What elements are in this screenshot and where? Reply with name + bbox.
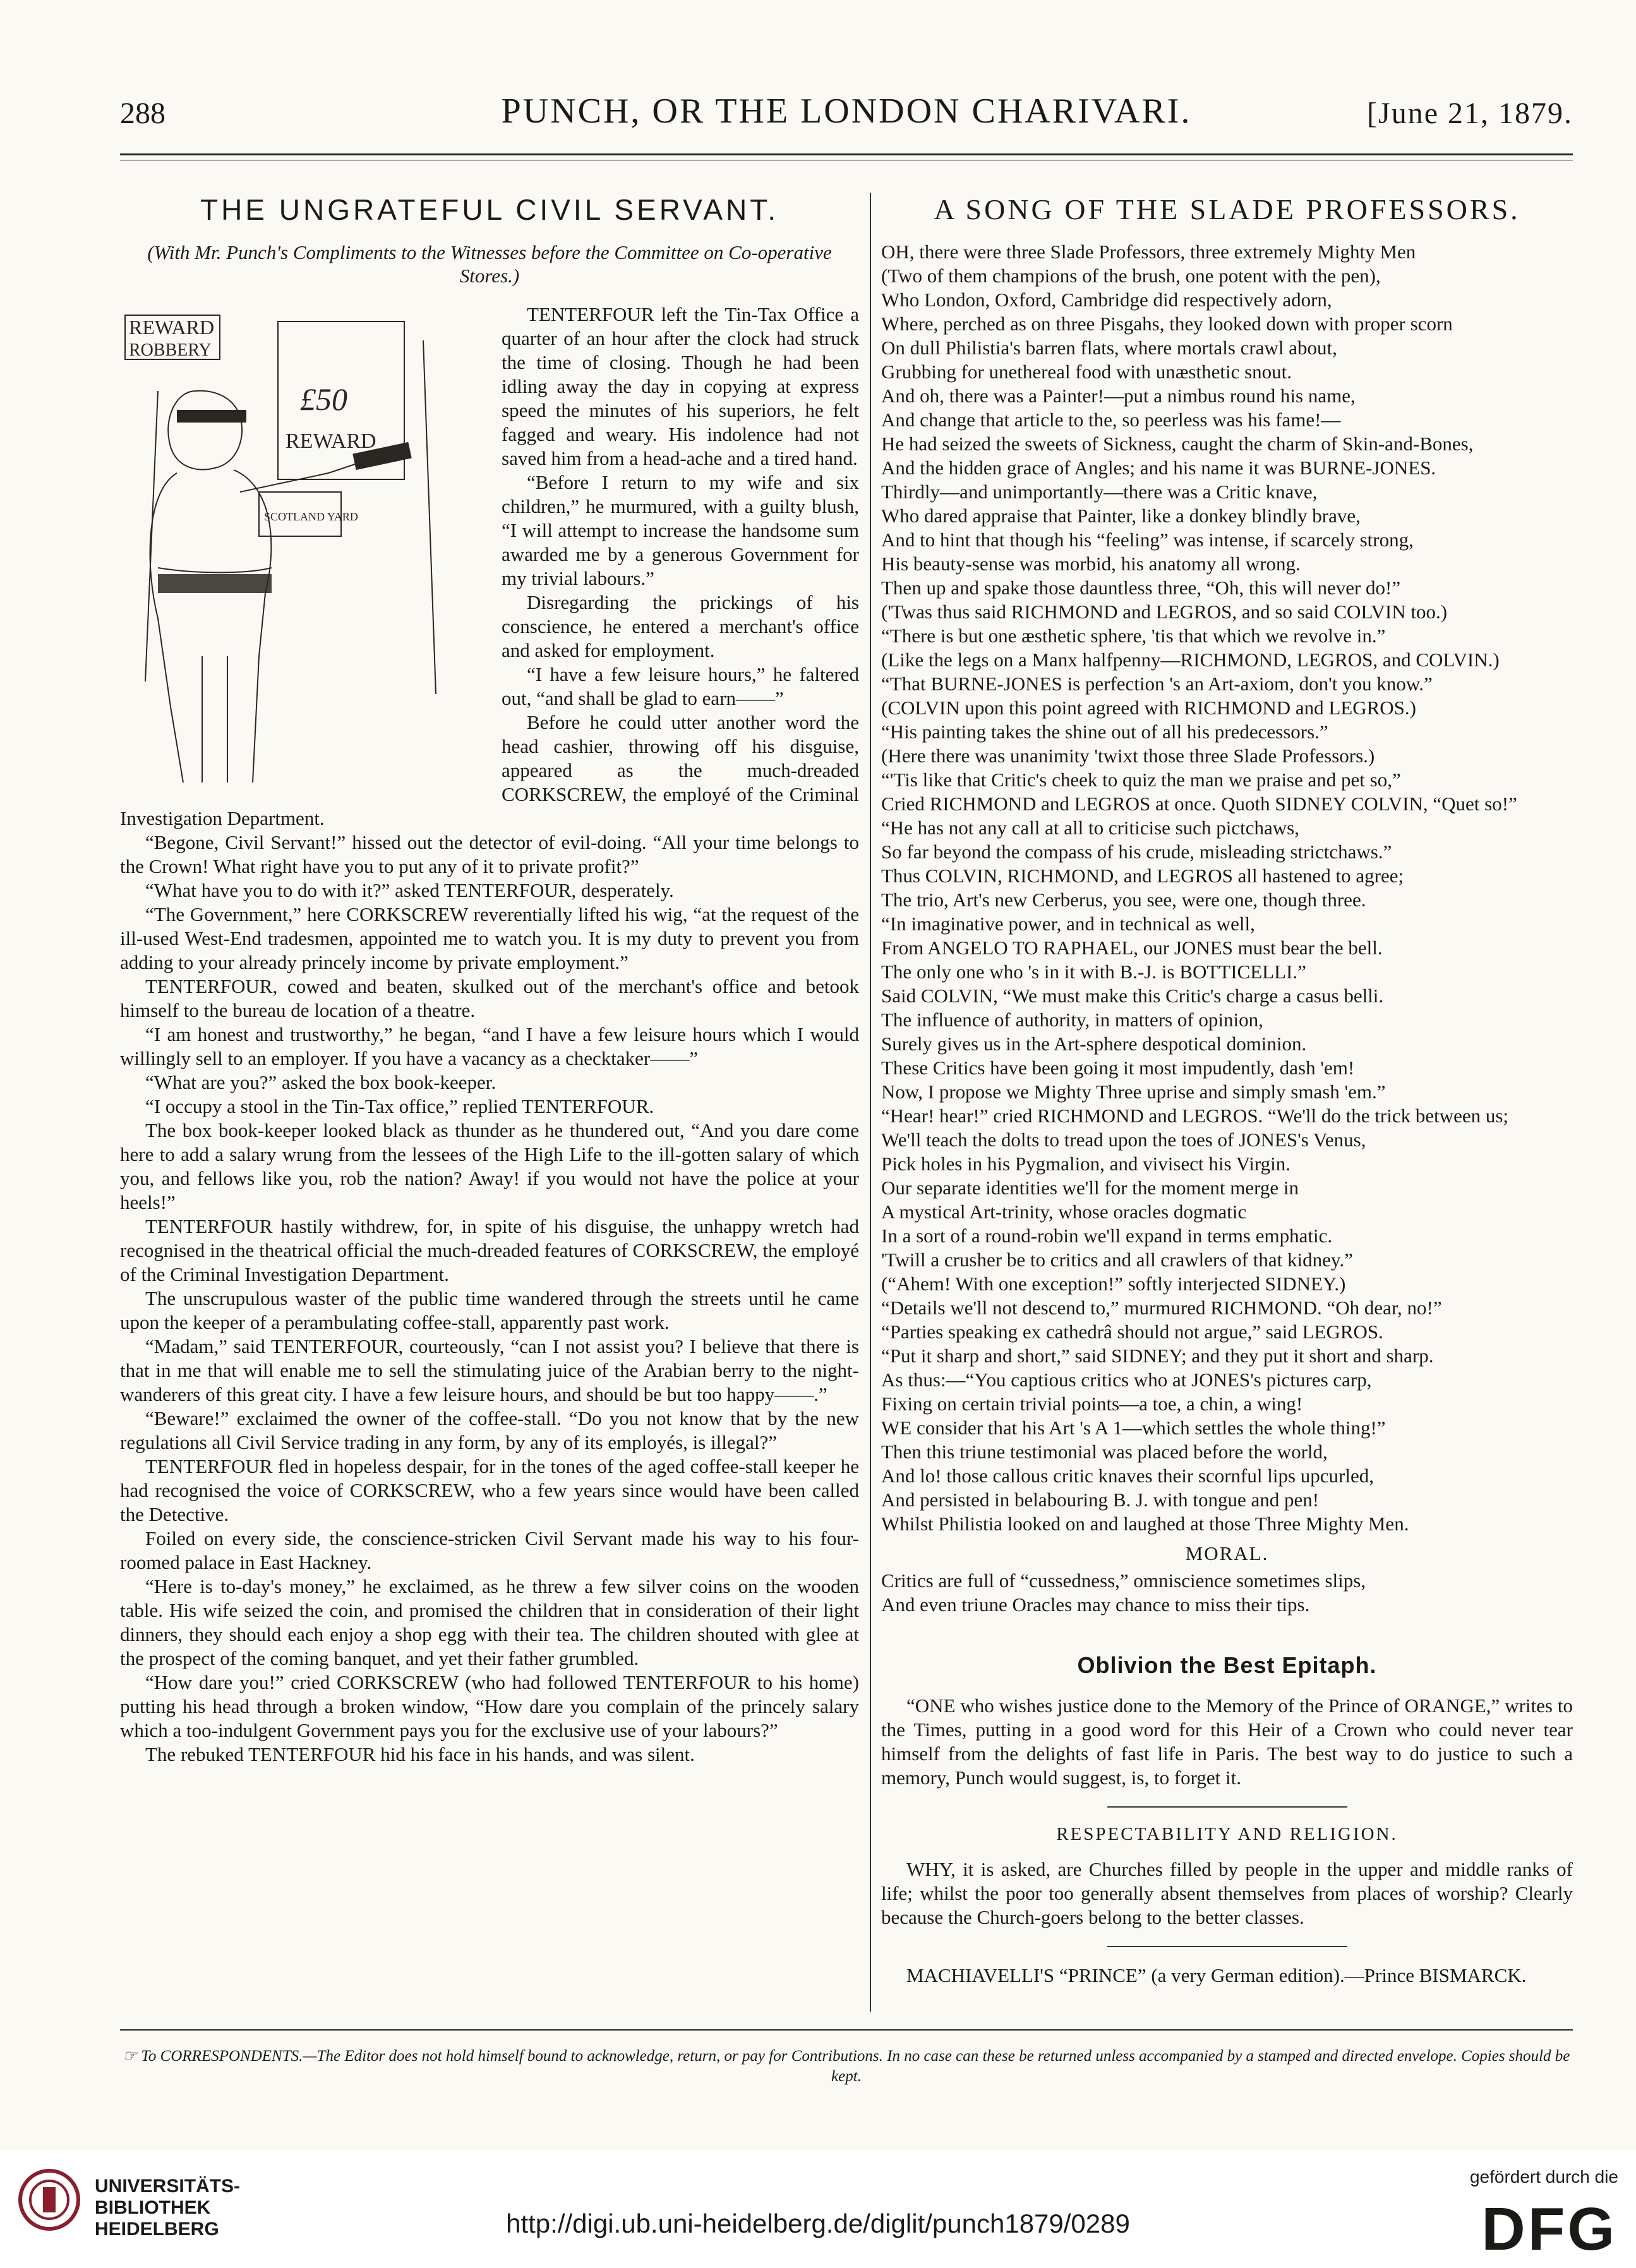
moral-body	[881, 1569, 1573, 1617]
paragraph: “I occupy a stool in the Tin-Tax office,” replied TENTERFOUR.	[145, 1095, 654, 1117]
paragraph: “Here is to-day's money,” he exclaimed, as he threw a few silver coins on the wooden table. His wife seized the coin, and promised the children that in consideration of their light dinners, they should each enjoy a shop egg with their tea. The children shouted with glee at the prospect of the coming banquet, and yet their father grumbled.	[120, 1575, 859, 1669]
paragraph: “Put it sharp and short,” said SIDNEY; and they put it short and sharp.	[881, 1345, 1434, 1367]
paragraph: “The Government,” here CORKSCREW reverentially lifted his wig, “at the request of the ill-used West-End tradesmen, appointed me to watch you. It is my duty to prevent you from adding to your already princely income by private employment.”	[120, 903, 859, 973]
paragraph: “Madam,” said TENTERFOUR, courteously, “can I not assist you? I believe that there is that in me that will enable me to sell the stimulating juice of the Arabian berry to the night-wanderers of this great city. I have a few leisure hours, and should be but too happy——.”	[120, 1335, 859, 1405]
funding-label: gefördert durch die	[1469, 2167, 1618, 2187]
paragraph: And oh, there was a Painter!—put a nimbus round his name,	[881, 385, 1356, 407]
oblivion-text: “ONE who wishes justice done to the Memory of the Prince of ORANGE,” writes to the Times, putting in a good word for this Heir of a Crown who could never tear himself from the delights of fast life in Paris. The best way to do justice to such a memory, Punch would suggest, is, to forget it.	[881, 1695, 1573, 1789]
paragraph: On dull Philistia's barren flats, where mortals crawl about,	[881, 337, 1337, 359]
paragraph: “He has not any call at all to criticise such pictchaws,	[881, 817, 1299, 839]
paragraph: And persisted in belabouring B. J. with tongue and pen!	[881, 1489, 1320, 1511]
paragraph: In a sort of a round-robin we'll expand in terms emphatic.	[881, 1225, 1333, 1247]
left-column	[120, 193, 859, 2012]
poem-title: A SONG OF THE SLADE PROFESSORS.	[934, 193, 1520, 225]
paragraph: (Like the legs on a Manx halfpenny—RICHMOND, LEGROS, and COLVIN.)	[881, 649, 1500, 671]
dfg-logo: DFG	[1481, 2195, 1617, 2263]
paragraph: “His painting takes the shine out of all his predecessors.”	[881, 721, 1328, 743]
machiavelli-text: MACHIAVELLI'S “PRINCE” (a very German edition).—Prince BISMARCK.	[906, 1964, 1527, 1986]
respectability-title: RESPECTABILITY AND RELIGION.	[1056, 1824, 1398, 1844]
issue-date: [June 21, 1879.	[1367, 97, 1573, 130]
source-url-link[interactable]: http://digi.ub.uni-heidelberg.de/diglit/punch1879/0289	[506, 2209, 1130, 2238]
paragraph: A mystical Art-trinity, whose oracles dogmatic	[881, 1201, 1247, 1223]
paragraph: These Critics have been going it most impudently, dash 'em!	[881, 1057, 1355, 1079]
paragraph: “Begone, Civil Servant!” hissed out the detector of evil-doing. “All your time belongs to the Crown! What right have you to put any of it to private profit?”	[120, 831, 859, 877]
paragraph: Then this triune testimonial was placed before the world,	[881, 1441, 1328, 1463]
paragraph: We'll teach the dolts to tread upon the toes of JONES's Venus,	[881, 1129, 1366, 1151]
paragraph: And the hidden grace of Angles; and his name it was BURNE-JONES.	[881, 457, 1436, 479]
page-number: 288	[120, 97, 165, 130]
paragraph: TENTERFOUR hastily withdrew, for, in spite of his disguise, the unhappy wretch had recognised in the theatrical official the much-dreaded features of CORKSCREW, the employé of the Criminal Investigation Department.	[120, 1215, 859, 1285]
paragraph: 'Twill a crusher be to critics and all crawlers of that kidney.”	[881, 1249, 1353, 1271]
paragraph: The rebuked TENTERFOUR hid his face in his hands, and was silent.	[145, 1743, 695, 1765]
paragraph: “I have a few leisure hours,” he faltered out, “and shall be glad to earn——”	[502, 663, 859, 709]
paragraph: As thus:—“You captious critics who at JONES's pictures carp,	[881, 1369, 1372, 1391]
paragraph: Who dared appraise that Painter, like a donkey blindly brave,	[881, 505, 1361, 527]
paragraph: (“Ahem! With one exception!” softly interjected SIDNEY.)	[881, 1273, 1346, 1295]
institution-line-3: HEIDELBERG	[95, 2219, 219, 2240]
paragraph: “What have you to do with it?” asked TENTERFOUR, desperately.	[145, 879, 674, 901]
paragraph: “How dare you!” cried CORKSCREW (who had followed TENTERFOUR to his home) putting his head through a broken window, “How dare you complain of the princely salary which a too-indulgent Government pays you for the exclusive use of your labours?”	[120, 1671, 859, 1741]
institution-line-2: BIBLIOTHEK	[95, 2197, 211, 2218]
footer-rule	[120, 2029, 1573, 2031]
paragraph: The influence of authority, in matters of opinion,	[881, 1009, 1263, 1031]
sign-reward: REWARD	[129, 316, 215, 339]
institution-line-1: UNIVERSITÄTS-	[95, 2176, 241, 2197]
article-subtitle: (With Mr. Punch's Compliments to the Witnesses before the Committee on Co-operative Stores.)	[147, 241, 832, 287]
oblivion-title: Oblivion the Best Epitaph.	[1077, 1652, 1377, 1678]
paragraph: “What are you?” asked the box book-keeper.	[145, 1071, 496, 1093]
paragraph: TENTERFOUR fled in hopeless despair, for in the tones of the aged coffee-stall keeper he had recognised the voice of CORKSCREW, who a few years since would have been called the Detective.	[120, 1455, 859, 1525]
paragraph: “Beware!” exclaimed the owner of the coffee-stall. “Do you not know that by the new regulations all Civil Service trading in any form, by any of its employés, is illegal?”	[120, 1407, 859, 1453]
paragraph: “'Tis like that Critic's cheek to quiz the man we praise and pet so,”	[881, 769, 1401, 791]
paragraph: Foiled on every side, the conscience-stricken Civil Servant made his way to his four-roomed palace in East Hackney.	[120, 1527, 859, 1573]
paragraph: Fixing on certain trivial points—a toe, a chin, a wing!	[881, 1393, 1303, 1415]
paragraph: Pick holes in his Pygmalion, and vivisect his Virgin.	[881, 1153, 1290, 1175]
paragraph: And lo! those callous critic knaves their scornful lips upcurled,	[881, 1465, 1374, 1487]
paragraph: TENTERFOUR left the Tin-Tax Office a quarter of an hour after the clock had struck the time of closing. Though he had been idling away the day in copying at express speed the minutes of his superiors, he felt fagged and weary. His indolence had not saved him from a head-ache and a tired hand.	[502, 303, 859, 469]
paragraph: “Hear! hear!” cried RICHMOND and LEGROS. “We'll do the trick between us;	[881, 1105, 1509, 1127]
paragraph: Before he could utter another word the head cashier, throwing off his disguise, appeared as the much-dreaded CORKSCREW, the employé of the Criminal Investigation Department.	[120, 711, 859, 829]
paragraph: “In imaginative power, and in technical as well,	[881, 913, 1255, 935]
paragraph: And even triune Oracles may chance to miss their tips.	[881, 1593, 1310, 1616]
paragraph: (Here there was unanimity 'twixt those three Slade Professors.)	[881, 745, 1375, 767]
paragraph: Said COLVIN, “We must make this Critic's charge a casus belli.	[881, 985, 1384, 1007]
library-footer	[0, 2151, 1636, 2268]
right-column	[881, 193, 1573, 2012]
paragraph: Disregarding the prickings of his conscience, he entered a merchant's office and asked for employment.	[502, 591, 859, 661]
sign-scotland-yard: SCOTLAND YARD	[264, 510, 358, 523]
sign-amount: £50	[300, 381, 347, 417]
moral-heading: MORAL.	[1185, 1542, 1269, 1564]
article-title: THE UNGRATEFUL CIVIL SERVANT.	[200, 193, 779, 226]
paragraph: “Details we'll not descend to,” murmured RICHMOND. “Oh dear, no!”	[881, 1297, 1442, 1319]
paragraph: ('Twas thus said RICHMOND and LEGROS, and so said COLVIN too.)	[881, 601, 1448, 623]
paragraph: Thirdly—and unimportantly—there was a Critic knave,	[881, 481, 1318, 503]
paragraph: Where, perched as on three Pisgahs, they looked down with proper scorn	[881, 313, 1453, 335]
masthead-title: PUNCH, OR THE LONDON CHARIVARI.	[501, 92, 1192, 131]
paragraph: OH, there were three Slade Professors, three extremely Mighty Men	[881, 241, 1416, 263]
respectability-text: WHY, it is asked, are Churches filled by people in the upper and middle ranks of life; whilst the poor too generally absent themselves from places of worship? Clearly because the Church-goers belong to the better classes.	[881, 1858, 1573, 1928]
policeman-illustration	[120, 303, 486, 795]
sign-robbery: ROBBERY	[129, 340, 212, 360]
paragraph: “Parties speaking ex cathedrâ should not argue,” said LEGROS.	[881, 1321, 1383, 1343]
paragraph: WE consider that his Art 's A 1—which settles the whole thing!”	[881, 1417, 1386, 1439]
paragraph: He had seized the sweets of Sickness, caught the charm of Skin-and-Bones,	[881, 433, 1474, 455]
paragraph: And change that article to the, so peerless was his fame!—	[881, 409, 1341, 431]
paragraph: “That BURNE-JONES is perfection 's an Art-axiom, don't you know.”	[881, 673, 1433, 695]
newspaper-page	[95, 66, 1592, 2151]
paragraph: So far beyond the compass of his crude, misleading strictchaws.”	[881, 841, 1392, 863]
page-header	[120, 82, 1573, 145]
paragraph: Critics are full of “cussedness,” omniscience sometimes slips,	[881, 1569, 1366, 1592]
paragraph: Grubbing for unethereal food with unæsthetic snout.	[881, 361, 1292, 383]
paragraph: From ANGELO TO RAPHAEL, our JONES must bear the bell.	[881, 937, 1383, 959]
paragraph: The only one who 's in it with B.-J. is BOTTICELLI.”	[881, 961, 1306, 983]
paragraph: Our separate identities we'll for the moment merge in	[881, 1177, 1299, 1199]
paragraph: Who London, Oxford, Cambridge did respectively adorn,	[881, 289, 1332, 311]
column-divider	[870, 193, 871, 2012]
paragraph: “There is but one æsthetic sphere, 'tis that which we revolve in.”	[881, 625, 1386, 647]
paragraph: The trio, Art's new Cerberus, you see, were one, though three.	[881, 889, 1366, 911]
paragraph: Surely gives us in the Art-sphere despotical dominion.	[881, 1033, 1307, 1055]
paragraph: His beauty-sense was morbid, his anatomy all wrong.	[881, 553, 1301, 575]
paragraph: TENTERFOUR, cowed and beaten, skulked out of the merchant's office and betook himself to the bureau de location of a theatre.	[120, 975, 859, 1021]
paragraph: (Two of them champions of the brush, one potent with the pen),	[881, 265, 1381, 287]
paragraph: (COLVIN upon this point agreed with RICHMOND and LEGROS.)	[881, 697, 1416, 719]
poem-body	[881, 240, 1573, 1536]
paragraph: Then up and spake those dauntless three, “Oh, this will never do!”	[881, 577, 1401, 599]
paragraph: Now, I propose we Mighty Three uprise and simply smash 'em.”	[881, 1081, 1386, 1103]
header-rule	[120, 153, 1573, 155]
section-divider-2	[1107, 1946, 1347, 1947]
paragraph: Whilst Philistia looked on and laughed at those Three Mighty Men.	[881, 1513, 1409, 1535]
paragraph: Cried RICHMOND and LEGROS at once. Quoth SIDNEY COLVIN, “Quet so!”	[881, 793, 1517, 815]
paragraph: “Before I return to my wife and six children,” he murmured, with a guilty blush, “I will attempt to increase the handsome sum awarded me by a generous Government for my trivial labours.”	[502, 471, 859, 589]
paragraph: The unscrupulous waster of the public time wandered through the streets until he came upon the keeper of a perambulating coffee-stall, apparently past work.	[120, 1287, 859, 1333]
paragraph: Thus COLVIN, RICHMOND, and LEGROS all hastened to agree;	[881, 865, 1404, 887]
paragraph: And to hint that though his “feeling” was intense, if scarcely strong,	[881, 529, 1414, 551]
sign-reward-2: REWARD	[286, 429, 376, 453]
paragraph: “I am honest and trustworthy,” he began, “and I have a few leisure hours which I would willingly sell to an employer. If you have a vacancy as a checktaker——”	[120, 1023, 859, 1069]
paragraph: The box book-keeper looked black as thunder as he thundered out, “And you dare come here to add a salary wrung from the lessees of the High Life to the ill-gotten salary of which you, and fellows like you, rob the nation? Away! if you would not have the police at your heels!”	[120, 1119, 859, 1213]
section-divider	[1107, 1806, 1347, 1808]
correspondents-note: ☞ To CORRESPONDENTS.—The Editor does not hold himself bound to acknowledge, return, or pay for Contributions. In no case can these be returned unless accompanied by a stamped and directed envelope. Copies should be kept.	[123, 2048, 1570, 2085]
